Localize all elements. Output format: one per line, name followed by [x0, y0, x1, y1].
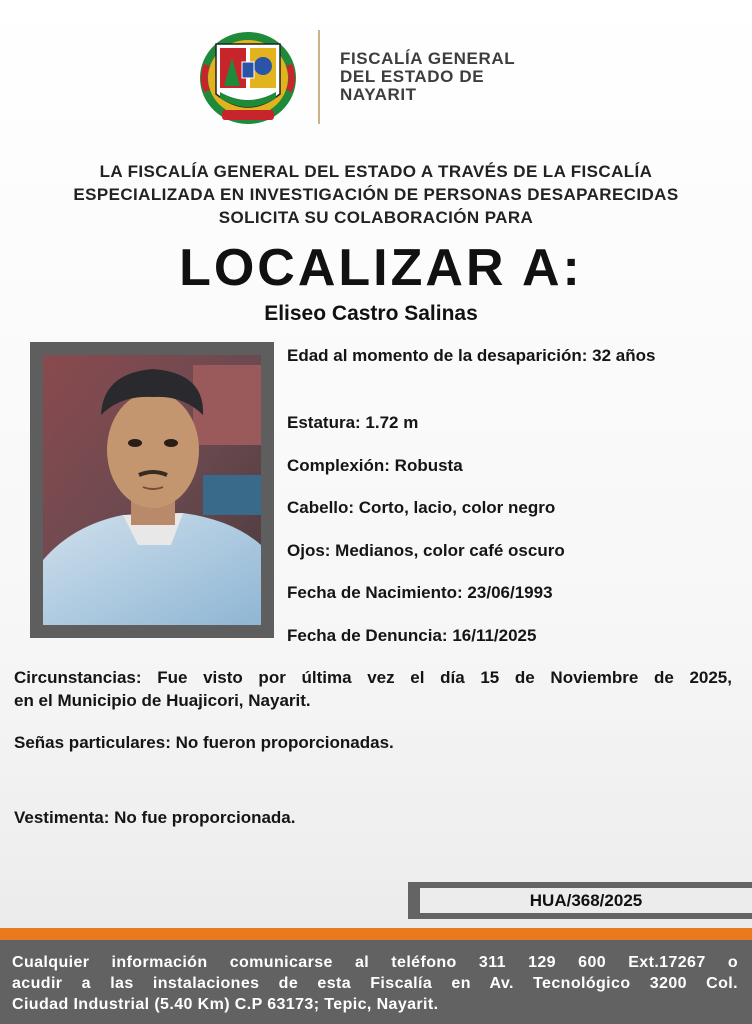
contact-line: acudir a las instalaciones de esta Fiscalía en Av. Tecnológico 3200 Col. [12, 975, 738, 992]
intro-line: ESPECIALIZADA EN INVESTIGACIÓN DE PERSONAS DESAPARECIDAS [73, 185, 679, 204]
person-name: Eliseo Castro Salinas [264, 302, 478, 325]
intro-line: SOLICITA SU COLABORACIÓN PARA [218, 208, 534, 227]
circumstances [14, 666, 732, 712]
fact-age: Edad al momento de la desaparición: 32 años [287, 346, 656, 365]
contact-line: Ciudad Industrial (5.40 Km) C.P 63173; Tepic, Nayarit. [12, 996, 439, 1013]
intro-line: LA FISCALÍA GENERAL DEL ESTADO A TRAVÉS DE LA FISCALÍA [99, 162, 653, 181]
footer [0, 940, 752, 1024]
fact-eyes: Ojos: Medianos, color café oscuro [287, 541, 565, 560]
intro-text [0, 160, 752, 229]
distinguishing-marks: Señas particulares: No fueron proporcionadas. [14, 733, 394, 752]
clothing: Vestimenta: No fue proporcionada. [14, 808, 296, 827]
org-line: DEL ESTADO DE [340, 67, 485, 86]
circumstances-line: Circunstancias: Fue visto por última vez el día 15 de Noviembre de 2025, [14, 668, 732, 687]
fact-report-date: Fecha de Denuncia: 16/11/2025 [287, 626, 537, 645]
nayarit-seal-icon [196, 28, 300, 128]
fact-hair: Cabello: Corto, lacio, color negro [287, 498, 556, 517]
contact-info [12, 952, 738, 1015]
org-line: FISCALÍA GENERAL [340, 49, 516, 68]
accent-stripe [0, 928, 752, 940]
person-photo [30, 342, 274, 638]
case-id: HUA/368/2025 [420, 888, 752, 913]
header [0, 22, 752, 132]
organization-name [340, 50, 515, 104]
circumstances-line: en el Municipio de Huajicori, Nayarit. [14, 691, 311, 710]
fact-birthdate: Fecha de Nacimiento: 23/06/1993 [287, 583, 553, 602]
fact-height: Estatura: 1.72 m [287, 413, 419, 432]
headline: LOCALIZAR A: [179, 239, 583, 297]
contact-line: Cualquier información comunicarse al teléfono 311 129 600 Ext.17267 o [12, 954, 738, 971]
org-line: NAYARIT [340, 85, 417, 104]
header-divider [318, 30, 320, 124]
portrait-image [43, 355, 261, 625]
fact-build: Complexión: Robusta [287, 456, 463, 475]
